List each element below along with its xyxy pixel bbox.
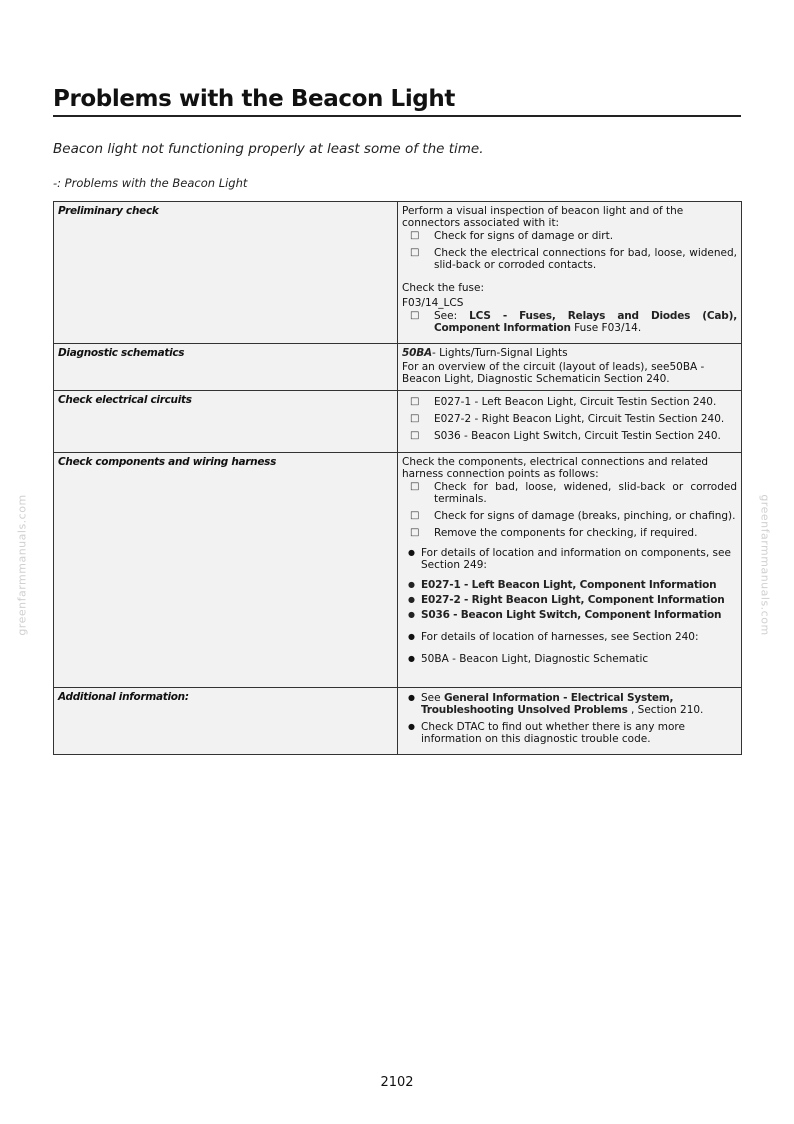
list-item: □ Remove the components for checking, if required. bbox=[402, 527, 737, 539]
table-row bbox=[54, 344, 742, 391]
row-content bbox=[398, 453, 742, 688]
general-info-link[interactable]: General Information - Electrical System, Troubleshooting Unsolved Problems bbox=[421, 692, 674, 716]
schematic-text: For an overview of the circuit (layout of leads), see50BA - Beacon Light, Diagnostic Schematicin Section 240. bbox=[402, 361, 705, 385]
table-row bbox=[54, 202, 742, 344]
list-item[interactable]: □ E027-2 - Right Beacon Light, Circuit Testin Section 240. bbox=[402, 413, 737, 425]
fuse-reference-link[interactable]: LCS - Fuses, Relays and Diodes (Cab), Component Information bbox=[434, 310, 737, 334]
preliminary-intro: Perform a visual inspection of beacon light and of the connectors associated with it: bbox=[402, 205, 684, 229]
see-suffix: Fuse F03/14. bbox=[570, 322, 642, 334]
list-item: ● For details of location of harnesses, see Section 240: bbox=[402, 631, 737, 643]
fuse-see-list bbox=[402, 310, 737, 334]
watermark-left: greenfarmmanuals.com bbox=[15, 494, 29, 636]
additional-info-list bbox=[402, 692, 737, 745]
row-label: Check components and wiring harness bbox=[54, 453, 398, 688]
list-item: ● Check DTAC to find out whether there is any more information on this diagnostic trouble code. bbox=[402, 721, 737, 745]
component-links-list bbox=[402, 579, 737, 621]
see-prefix: See: bbox=[434, 310, 470, 322]
schematic-title: - Lights/Turn-Signal Lights bbox=[431, 347, 568, 359]
list-item: □ Check for bad, loose, widened, slid-back or corroded terminals. bbox=[402, 481, 737, 505]
check-list bbox=[402, 481, 737, 539]
list-item: □ Check the electrical connections for bad, loose, widened, slid-back or corroded contacts. bbox=[402, 247, 737, 271]
row-label: Preliminary check bbox=[54, 202, 398, 344]
component-link[interactable]: ● E027-2 - Right Beacon Light, Component Information bbox=[402, 594, 737, 606]
check-list bbox=[402, 230, 737, 271]
list-item bbox=[402, 692, 737, 716]
table-row bbox=[54, 688, 742, 755]
page-subtitle: Beacon light not functioning properly at least some of the time. bbox=[53, 141, 484, 157]
diagnostic-table bbox=[53, 201, 742, 755]
component-link[interactable]: ● S036 - Beacon Light Switch, Component Information bbox=[402, 609, 737, 621]
fuse-id: F03/14_LCS bbox=[402, 297, 464, 309]
harness-link-list bbox=[402, 653, 737, 665]
row-content bbox=[398, 202, 742, 344]
list-item: ● For details of location and information on components, see Section 249: bbox=[402, 547, 737, 571]
row-label: Diagnostic schematics bbox=[54, 344, 398, 391]
harness-link[interactable]: ● 50BA - Beacon Light, Diagnostic Schematic bbox=[402, 653, 737, 665]
list-item[interactable]: □ E027-1 - Left Beacon Light, Circuit Testin Section 240. bbox=[402, 396, 737, 408]
page-title: Problems with the Beacon Light bbox=[53, 86, 741, 117]
components-intro: Check the components, electrical connections and related harness connection points as follows: bbox=[402, 456, 709, 480]
row-content bbox=[398, 344, 742, 391]
watermark-right: greenfarmmanuals.com bbox=[758, 494, 772, 636]
fuse-intro: Check the fuse: bbox=[402, 282, 485, 294]
row-content bbox=[398, 688, 742, 755]
harness-details-list bbox=[402, 631, 737, 643]
table-row bbox=[54, 453, 742, 688]
circuit-list bbox=[402, 396, 737, 442]
see-suffix: , Section 210. bbox=[627, 704, 704, 716]
table-caption: -: Problems with the Beacon Light bbox=[53, 176, 248, 190]
component-details-list bbox=[402, 547, 737, 571]
row-label: Check electrical circuits bbox=[54, 391, 398, 453]
schematic-heading bbox=[402, 347, 737, 359]
list-item: □ Check for signs of damage or dirt. bbox=[402, 230, 737, 242]
see-prefix: See bbox=[421, 692, 444, 704]
row-label: Additional information: bbox=[54, 688, 398, 755]
list-item[interactable]: □ S036 - Beacon Light Switch, Circuit Testin Section 240. bbox=[402, 430, 737, 442]
table-row bbox=[54, 391, 742, 453]
row-content bbox=[398, 391, 742, 453]
component-link[interactable]: ● E027-1 - Left Beacon Light, Component Information bbox=[402, 579, 737, 591]
page-number: 2102 bbox=[380, 1075, 414, 1090]
schematic-code[interactable]: 50BA bbox=[402, 347, 432, 359]
list-item: □ Check for signs of damage (breaks, pinching, or chafing). bbox=[402, 510, 737, 522]
list-item bbox=[402, 310, 737, 334]
